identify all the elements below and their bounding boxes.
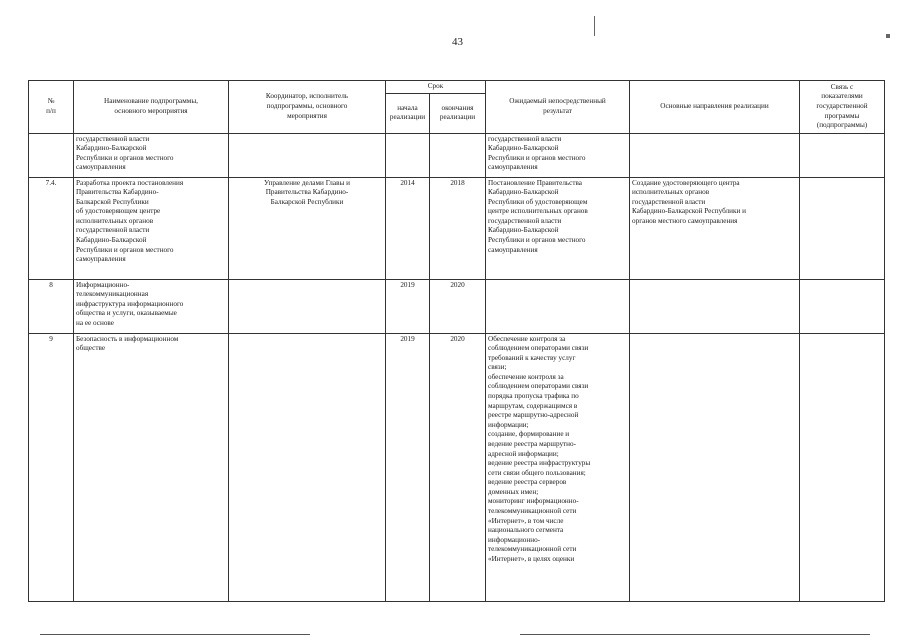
scan-mark [594,16,595,36]
cell-result: Постановление Правительства Кабардино-Балкарской Республики об удостоверяющем центре исполнительных органов государственной власти Кабардино-Балкарской Республики и органов местного самоуправления [486,177,630,279]
col-header-num: № п/п [29,81,74,134]
cell-link [800,133,885,177]
table-row [29,133,885,177]
cell-result: Обеспечение контроля за соблюдением операторами связи требований к качеству услуг связи; обеспечение контроля за соблюдением операторами связи порядка пропуска трафика по маршрутам, содержащимся в реестре маршрутно-адресной информации; создание, формирование и ведение реестра маршрутно- адресной информации; ведение реестра инфраструктуры сети связи общего пользования; ведение реестра серверов доменных имен; мониторинг информационно- телекоммуникационной сети «Интернет», в том числе национального сегмента информационно- телекоммуникационной сети «Интернет», в целях оценки [486,333,630,601]
col-header-coordinator: Координатор, исполнитель подпрограммы, основного мероприятия [229,81,386,134]
cell-start: 2019 [386,279,430,333]
bottom-rule [520,634,870,635]
cell-start [386,133,430,177]
cell-coordinator: Управление делами Главы и Правительства Кабардино- Балкарской Республики [229,177,386,279]
cell-directions [630,333,800,601]
table-row [29,279,885,333]
col-header-result: Ожидаемый непосредственный результат [486,81,630,134]
col-header-start: начала реализации [386,93,430,133]
cell-num: 9 [29,333,74,601]
cell-result [486,279,630,333]
page-number: 43 [452,36,463,48]
cell-name: государственной власти Кабардино-Балкарской Республики и органов местного самоуправления [74,133,229,177]
col-header-end: окончания реализации [430,93,486,133]
cell-name: Информационно- телекоммуникационная инфраструктура информационного общества и услуги, оказываемые на ее основе [74,279,229,333]
cell-start: 2019 [386,333,430,601]
cell-name: Безопасность в информационном обществе [74,333,229,601]
cell-directions [630,133,800,177]
table-row [29,177,885,279]
cell-coordinator [229,279,386,333]
col-header-link: Связь с показателями государственной программы (подпрограммы) [800,81,885,134]
cell-coordinator [229,133,386,177]
col-header-term: Срок [386,81,486,94]
cell-end: 2018 [430,177,486,279]
cell-name: Разработка проекта постановления Правительства Кабардино- Балкарской Республики об удостоверяющем центре исполнительных органов государственной власти Кабардино-Балкарской Республики и органов местного самоуправления [74,177,229,279]
cell-end: 2020 [430,333,486,601]
cell-coordinator [229,333,386,601]
cell-link [800,279,885,333]
program-table [28,80,885,602]
cell-result: государственной власти Кабардино-Балкарской Республики и органов местного самоуправления [486,133,630,177]
col-header-name: Наименование подпрограммы, основного мероприятия [74,81,229,134]
table-row [29,333,885,601]
cell-num [29,133,74,177]
cell-num: 7.4. [29,177,74,279]
cell-link [800,333,885,601]
scan-mark [886,34,890,38]
col-header-directions: Основные направления реализации [630,81,800,134]
cell-directions: Создание удостоверяющего центра исполнительных органов государственной власти Кабардино-Балкарской Республики и органов местного самоуправления [630,177,800,279]
cell-directions [630,279,800,333]
cell-num: 8 [29,279,74,333]
bottom-rule [40,634,310,635]
cell-end [430,133,486,177]
cell-end: 2020 [430,279,486,333]
cell-link [800,177,885,279]
cell-start: 2014 [386,177,430,279]
